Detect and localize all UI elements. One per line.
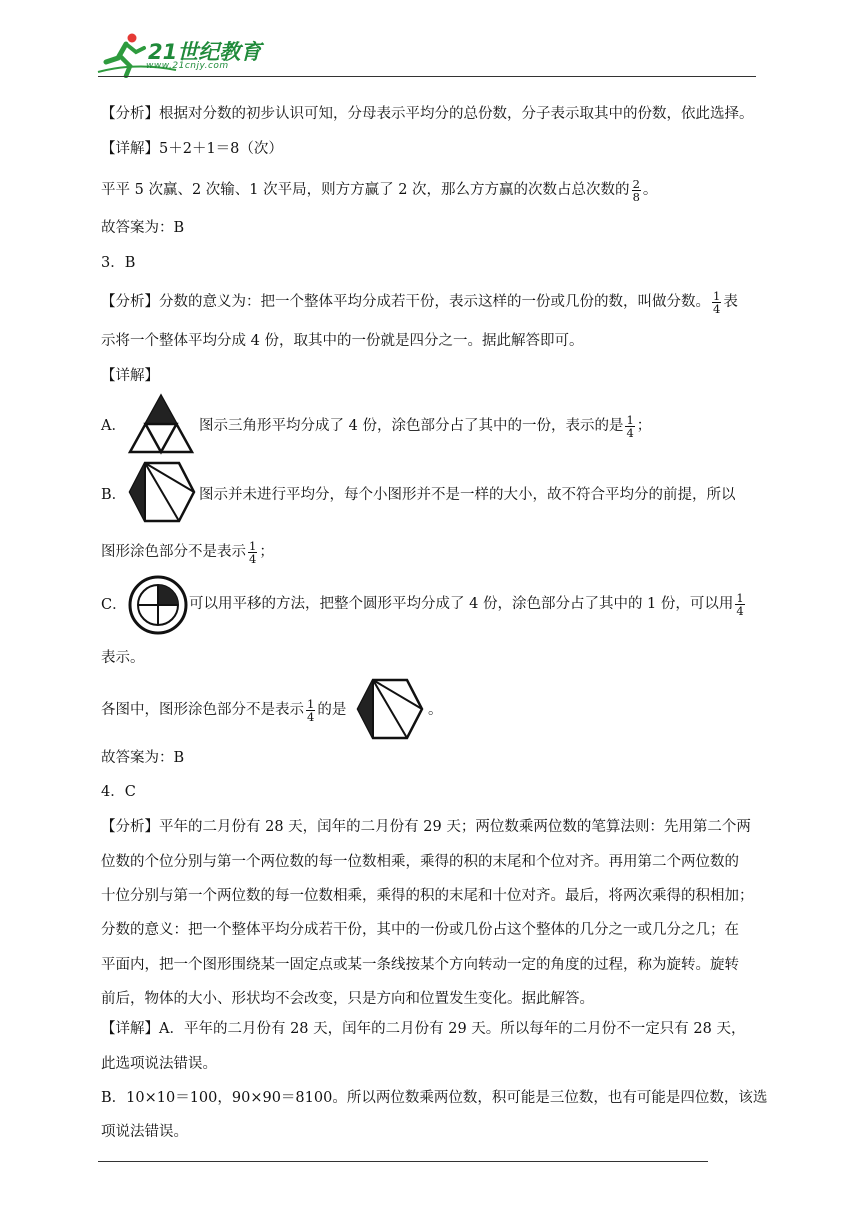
numerator: 2 — [632, 176, 640, 191]
text-segment: 表 — [723, 294, 738, 310]
result-line — [101, 174, 657, 206]
hexagon-figure-icon — [127, 460, 197, 524]
footer-divider — [98, 1161, 708, 1162]
summary-end: 。 — [428, 702, 443, 718]
brand-name: 21世纪教育 — [148, 40, 262, 64]
text-segment: 的是 — [317, 702, 347, 718]
fraction — [735, 592, 744, 617]
hexagon-answer-icon — [355, 677, 425, 741]
analysis-line: 平面内，把一个图形围绕某一固定点或某一条线按某个方向转动一定的角度的过程，称为旋转。旋转 — [101, 957, 739, 973]
question-number: 3．B — [101, 255, 136, 271]
fraction — [712, 290, 721, 315]
text-segment: 图形涂色部分不是表示 — [101, 544, 246, 560]
answer-line: 故答案为：B — [101, 750, 185, 766]
option-c-text-cont: 表示。 — [101, 650, 145, 666]
detail-heading: 【详解】 — [101, 368, 159, 384]
analysis-line: 【分析】根据对分数的初步认识可知，分母表示平均分的总份数，分子表示取其中的份数，依此选择。 — [101, 106, 754, 122]
text-segment: 。 — [642, 182, 658, 198]
numerator: 1 — [736, 590, 744, 605]
text-segment: ； — [259, 544, 274, 560]
detail-line: 项说法错误。 — [101, 1124, 188, 1140]
header-divider — [98, 76, 756, 77]
answer-line: 故答案为：B — [101, 220, 185, 236]
question-number: 4．C — [101, 784, 136, 800]
text-segment: 可以用平移的方法，把整个圆形平均分成了 4 份，涂色部分占了其中的 1 份，可以用 — [189, 596, 734, 612]
text-segment: ； — [636, 418, 652, 434]
option-b-text-cont — [101, 536, 274, 568]
denominator: 4 — [736, 603, 744, 618]
detail-line: B．10×10＝100，90×90＝8100。所以两位数乘两位数，积可能是三位数，也有可能是四位数，该选 — [101, 1090, 768, 1106]
fraction — [248, 540, 257, 565]
numerator: 1 — [713, 288, 721, 303]
analysis-line: 十位分别与第一个两位数的每一位数相乘，乘得的积的末尾和十位对齐。最后，将两次乘得的积相加； — [101, 888, 754, 904]
detail-line: 【详解】A．平年的二月份有 28 天，闰年的二月份有 29 天。所以每年的二月份不一定只有 28 天， — [101, 1021, 746, 1037]
numerator: 1 — [307, 696, 315, 711]
detail-line: 【详解】5＋2＋1＝8（次） — [101, 141, 283, 157]
denominator: 4 — [307, 709, 315, 724]
option-c-text — [189, 588, 747, 620]
circle-figure-icon — [127, 574, 189, 636]
option-a-label: A． — [101, 418, 126, 434]
text-segment: 平平 5 次赢、2 次输、1 次平局，则方方赢了 2 次，那么方方赢的次数占总次数的 — [101, 182, 630, 198]
numerator: 1 — [626, 412, 634, 427]
detail-line: 此选项说法错误。 — [101, 1056, 217, 1072]
denominator: 4 — [713, 301, 721, 316]
text-segment: 图示三角形平均分成了 4 份，涂色部分占了其中的一份，表示的是 — [199, 418, 624, 434]
denominator: 4 — [249, 551, 257, 566]
analysis-line: 示将一个整体平均分成 4 份，取其中的一份就是四分之一。据此解答即可。 — [101, 333, 584, 349]
analysis-line: 分数的意义：把一个整体平均分成若干份，其中的一份或几份占这个整体的几分之一或几分之几；在 — [101, 922, 739, 938]
option-c-label: C． — [101, 597, 127, 613]
analysis-line: 【分析】平年的二月份有 28 天，闰年的二月份有 29 天；两位数乘两位数的笔算法则：先用第二个两 — [101, 819, 751, 835]
text-segment: 各图中，图形涂色部分不是表示 — [101, 702, 304, 718]
text-segment: 【分析】分数的意义为：把一个整体平均分成若干份，表示这样的一份或几份的数，叫做分数。 — [101, 294, 710, 310]
option-b-label: B． — [101, 487, 127, 503]
brand-url: www.21cnjy.com — [146, 61, 229, 71]
fraction — [306, 698, 315, 723]
fraction — [625, 414, 634, 439]
numerator: 1 — [249, 538, 257, 553]
analysis-line — [101, 287, 738, 317]
option-b-text: 图示并未进行平均分，每个小图形并不是一样的大小，故不符合平均分的前提，所以 — [199, 487, 736, 503]
triangle-figure-icon — [127, 393, 195, 455]
fraction — [632, 178, 641, 203]
analysis-line: 前后，物体的大小、形状均不会改变，只是方向和位置发生变化。据此解答。 — [101, 991, 594, 1007]
denominator: 4 — [626, 425, 634, 440]
summary-line — [101, 694, 346, 726]
analysis-line: 位数的个位分别与第一个两位数的每一位数相乘，乘得的积的末尾和个位对齐。再用第二个两位数的 — [101, 854, 739, 870]
page-header — [0, 0, 860, 80]
option-a-text — [199, 410, 651, 442]
denominator: 8 — [632, 189, 640, 204]
